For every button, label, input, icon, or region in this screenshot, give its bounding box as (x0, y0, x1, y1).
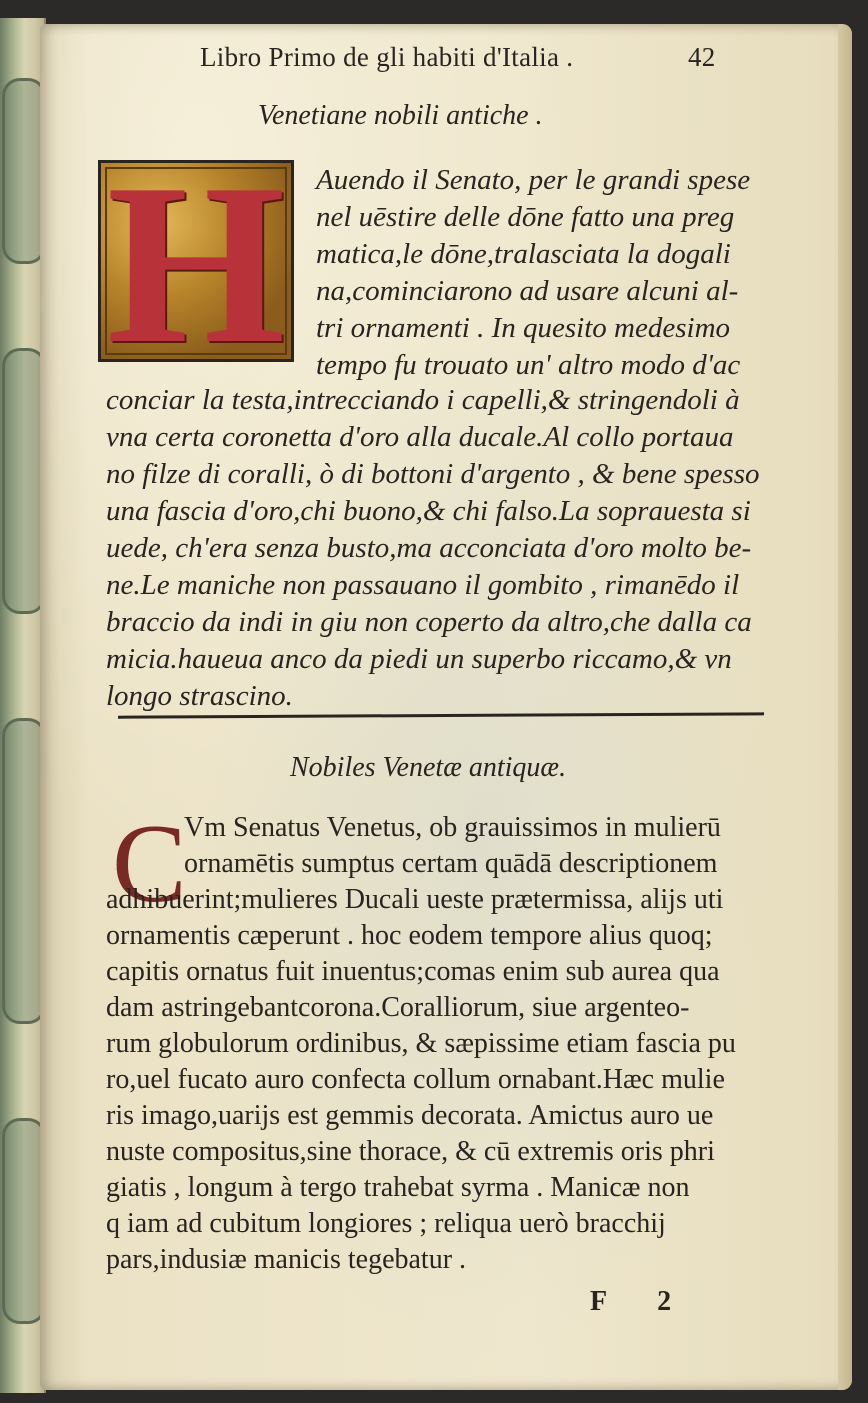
italian-line: micia.haueua anco da piedi un superbo riccamo,& vn (106, 643, 732, 675)
latin-line: dam astringebantcorona.Coralliorum, siue argenteo- (106, 992, 690, 1023)
page-fore-edge (838, 24, 852, 1390)
italian-line: nel uēstire delle dōne fatto una preg (316, 201, 735, 233)
italian-line: tri ornamenti . In quesito medesimo (316, 312, 731, 344)
running-head (200, 42, 760, 82)
latin-line: q iam ad cubitum longiores ; reliqua uerò bracchij (106, 1208, 666, 1239)
latin-line: adhibuerint;mulieres Ducali ueste prætermissa, alijs uti (106, 884, 724, 915)
latin-line: capitis ornatus fuit inuentus;comas enim sub aurea qua (106, 956, 720, 987)
book-page (40, 24, 852, 1390)
latin-line: pars,indusiæ manicis tegebatur . (106, 1244, 467, 1275)
italian-line: uede, ch'era senza busto,ma acconciata d'oro molto be- (106, 532, 752, 564)
initial-letter: H (106, 136, 286, 391)
italian-line: tempo fu trouato un' altro modo d'ac (316, 349, 741, 381)
italian-line: braccio da indi in giu non coperto da altro,che dalla ca (106, 606, 752, 638)
decorated-initial (98, 136, 294, 391)
italian-line: matica,le dōne,tralasciata la dogali (316, 238, 731, 270)
latin-initial-letter: C (112, 802, 187, 926)
italian-line: ne.Le maniche non passauano il gombito , rimanēdo il (106, 569, 740, 601)
page-number: 42 (688, 42, 716, 72)
italian-line: una fascia d'oro,chi buono,& chi falso.La soprauesta si (106, 495, 751, 527)
latin-line: ornamētis sumptus certam quādā descriptionem (184, 848, 718, 879)
latin-line: giatis , longum à tergo trahebat syrma . Manicæ non (106, 1172, 690, 1203)
italian-line: na,cominciarono ad usare alcuni al- (316, 275, 739, 307)
italian-line: vna certa coronetta d'oro alla ducale.Al collo portaua (106, 421, 734, 453)
italian-line: longo strascino. (106, 680, 293, 712)
latin-line: ro,uel fucato auro confecta collum ornabant.Hæc mulie (106, 1064, 725, 1095)
italian-line: conciar la testa,intrecciando i capelli,& stringendoli à (106, 384, 740, 416)
running-head-title: Libro Primo de gli habiti d'Italia . (200, 42, 574, 72)
latin-line: ornamentis cæperunt . hoc eodem tempore alius quoq; (106, 920, 713, 951)
latin-title: Nobiles Venetæ antiquæ. (290, 752, 567, 783)
signature-mark: F 2 (590, 1286, 694, 1317)
italian-line: Auendo il Senato, per le grandi spese (316, 164, 751, 196)
latin-line: nuste compositus,sine thorace, & cū extremis oris phri (106, 1136, 715, 1167)
latin-line: Vm Senatus Venetus, ob grauissimos in mulierū (184, 812, 721, 843)
italian-line: no filze di coralli, ò di bottoni d'argento , & bene spesso (106, 458, 760, 490)
italian-title: Venetiane nobili antiche . (258, 100, 543, 131)
latin-line: ris imago,uarijs est gemmis decorata. Amictus auro ue (106, 1100, 714, 1131)
latin-line: rum globulorum ordinibus, & sæpissime etiam fascia pu (106, 1028, 736, 1059)
